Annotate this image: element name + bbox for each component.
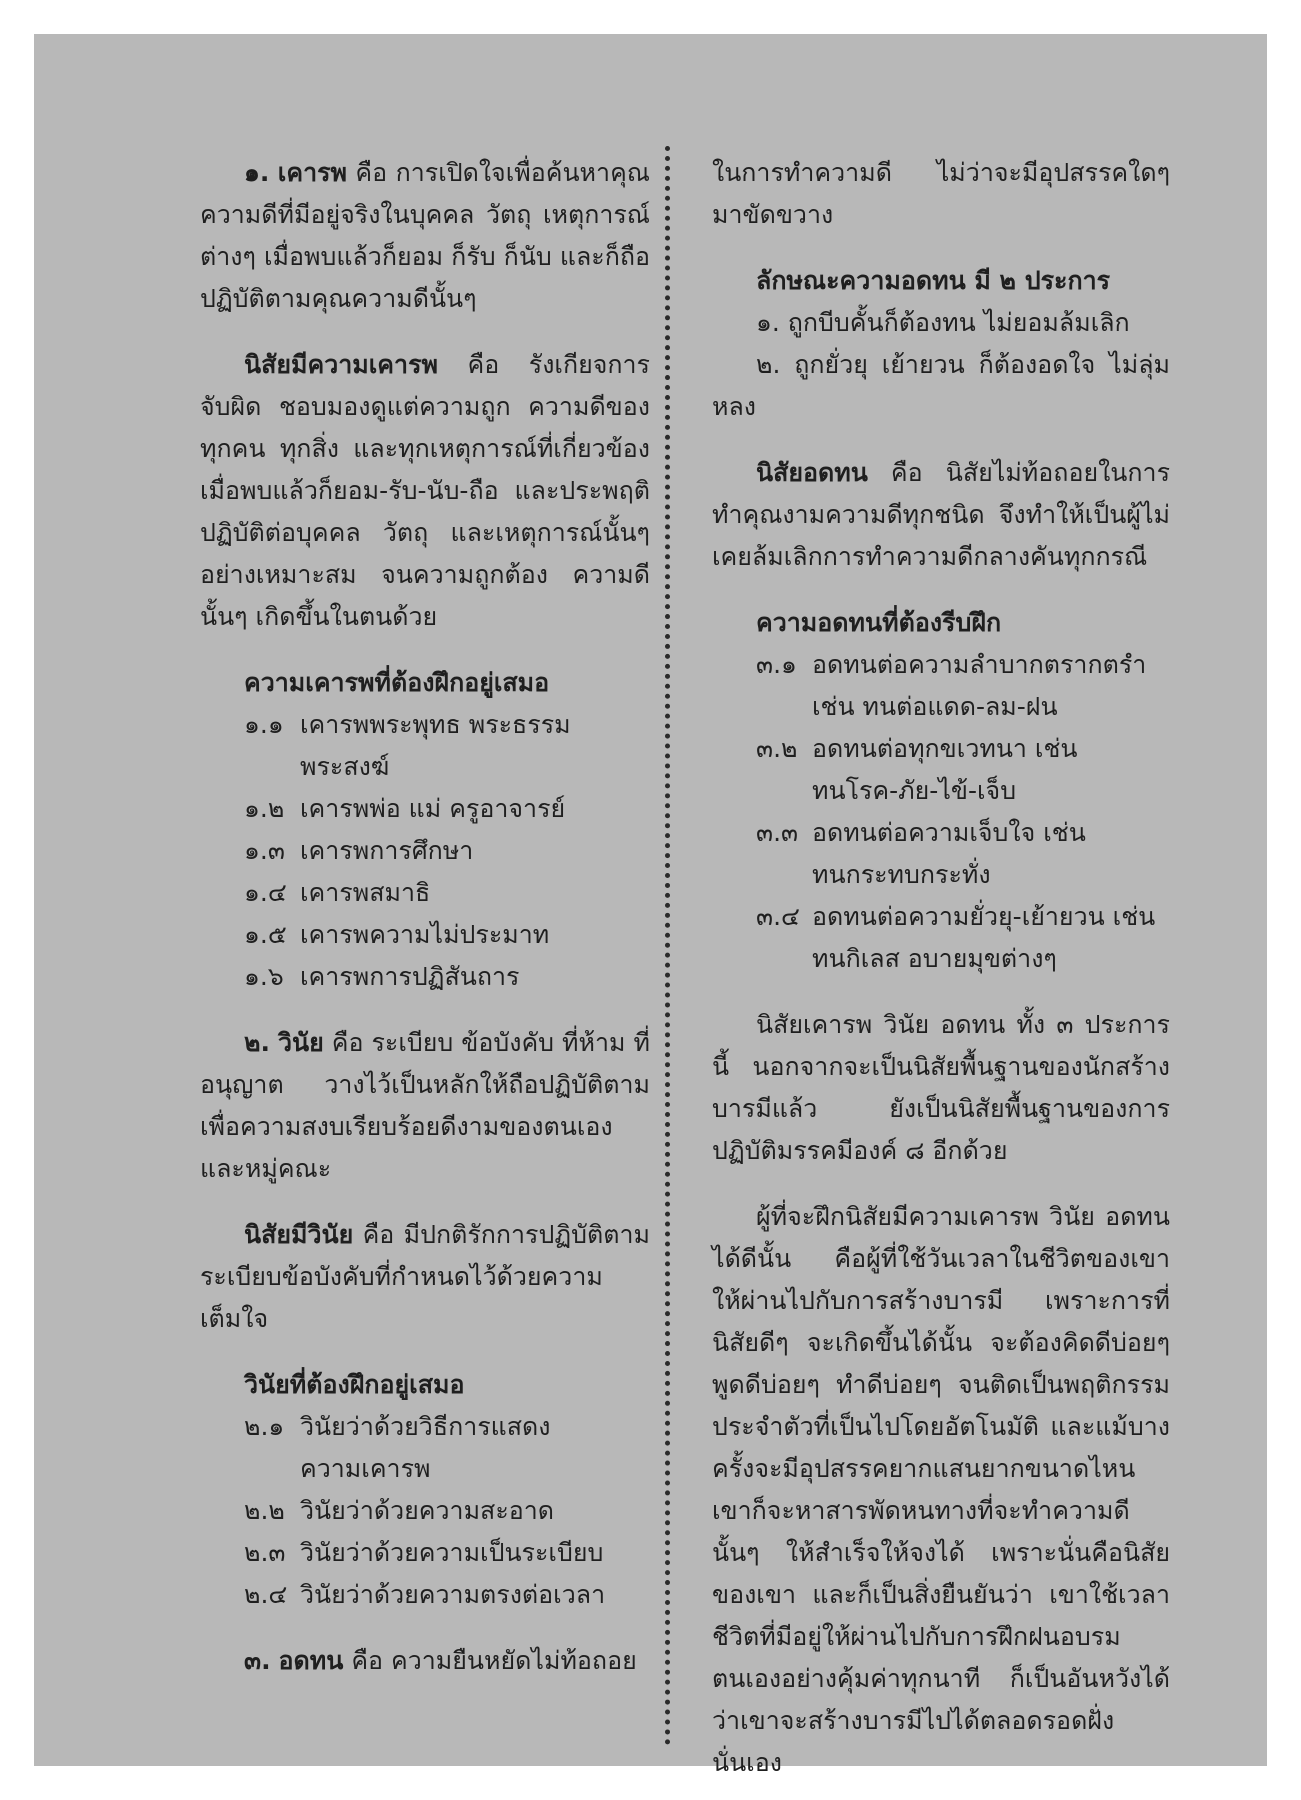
term-respect-habit: นิสัยมีความเคารพ bbox=[244, 350, 438, 379]
list-item-continuation bbox=[200, 746, 650, 788]
item-number: ๑. bbox=[244, 158, 270, 187]
item-number: ๓. bbox=[244, 1646, 271, 1675]
list-item-continuation bbox=[712, 770, 1170, 812]
list-item bbox=[200, 830, 650, 872]
list-item-number: ๑.๓ bbox=[244, 836, 285, 865]
term-discipline-habit: นิสัยมีวินัย bbox=[244, 1220, 354, 1249]
list-item-text: ความเคารพ bbox=[300, 1454, 431, 1483]
paragraph-conclusion: ผู้ที่จะฝึกนิสัยมีความเคารพ วินัย อดทน ได้ดีนั้น คือผู้ที่ใช้วันเวลาในชีวิตของเขา ให้ผ่านไปกับการสร้างบารมี เพราะการที่นิสัยดีๆ จะเกิดขึ้นได้นั้น จะต้องคิดดีบ่อยๆ พูดดีบ่อยๆ ทำดีบ่อยๆ จนติดเป็นพฤติกรรมประจำตัวที่เป็นไปโดยอัตโนมัติ และแม้บางครั้งจะมีอุปสรรคยากแสนยากขนาดไหน เขาก็จะหาสารพัดหนทางที่จะทำความดีนั้นๆ ให้สำเร็จให้จงได้ เพราะนั่นคือนิสัยของเขา และก็เป็นสิ่งยืนยันว่า เขาใช้เวลาชีวิตที่มีอยู่ให้ผ่านไปกับการฝึกฝนอบรมตนเองอย่างคุ้มค่าทุกนาที ก็เป็นอันหวังได้ว่าเขาจะสร้างบารมีไปได้ตลอดรอดฝั่งนั่นเอง bbox=[712, 1202, 1170, 1777]
list-item-number: ๑.๑ bbox=[244, 710, 284, 739]
list-item-continuation bbox=[712, 938, 1170, 980]
list-item-text: วินัยว่าด้วยความสะอาด bbox=[300, 1496, 555, 1525]
list-item bbox=[200, 788, 650, 830]
list-item bbox=[200, 914, 650, 956]
term-respect: เคารพ bbox=[277, 158, 348, 187]
term-patience: อดทน bbox=[278, 1646, 344, 1675]
definition-text: คือ การเปิดใจเพื่อค้นหาคุณความดีที่มีอยู่จริงในบุคคล วัตถุ เหตุการณ์ต่างๆ เมื่อพบแล้วก็ยอม ก็รับ ก็นับ และก็ถือปฏิบัติตามคุณความดีนั้นๆ bbox=[200, 158, 650, 313]
list-item-text: เช่น ทนต่อแดด-ลม-ฝน bbox=[812, 692, 1058, 721]
term-discipline: วินัย bbox=[277, 1028, 324, 1057]
list-item-text: อดทนต่อความเจ็บใจ เช่น bbox=[812, 818, 1086, 847]
list-item bbox=[200, 1406, 650, 1448]
list-item-text: เคารพความไม่ประมาท bbox=[300, 920, 550, 949]
paragraph-respect-habit bbox=[200, 344, 650, 638]
list-item bbox=[200, 872, 650, 914]
right-column bbox=[712, 152, 1170, 1784]
term-patience-habit: นิสัยอดทน bbox=[756, 458, 868, 487]
list-item-number: ๑.๒ bbox=[244, 794, 285, 823]
paragraph-discipline bbox=[200, 1022, 650, 1190]
item-number: ๒. bbox=[244, 1028, 270, 1057]
list-item-text: วินัยว่าด้วยวิธีการแสดง bbox=[300, 1412, 551, 1441]
list-item-text: เคารพพระพุทธ พระธรรม bbox=[300, 710, 571, 739]
list-item-text: วินัยว่าด้วยความเป็นระเบียบ bbox=[300, 1538, 604, 1567]
paragraph-patience-habit bbox=[712, 452, 1170, 578]
list-item-number: ๒.๔ bbox=[244, 1580, 288, 1609]
list-item bbox=[200, 1574, 650, 1616]
discipline-list bbox=[200, 1406, 650, 1616]
list-item-continuation bbox=[200, 1448, 650, 1490]
list-item-text: เคารพการปฏิสันถาร bbox=[300, 962, 520, 991]
list-item bbox=[200, 704, 650, 746]
list-item-number: ๑.๖ bbox=[244, 962, 284, 991]
list-item bbox=[712, 896, 1170, 938]
trait-item: ๑. ถูกบีบคั้นก็ต้องทน ไม่ยอมล้มเลิก bbox=[756, 308, 1130, 337]
definition-text: คือ ความยืนหยัดไม่ท้อถอย bbox=[343, 1646, 637, 1675]
paragraph-patience bbox=[200, 1640, 650, 1682]
paragraph-respect bbox=[200, 152, 650, 320]
heading-patience-traits: ลักษณะความอดทน มี ๒ ประการ bbox=[756, 266, 1111, 295]
list-item-continuation bbox=[712, 686, 1170, 728]
list-item bbox=[200, 956, 650, 998]
page-panel bbox=[34, 34, 1267, 1777]
left-column bbox=[200, 152, 650, 1682]
list-item-number: ๒.๓ bbox=[244, 1538, 286, 1567]
list-item-number: ๑.๔ bbox=[244, 878, 287, 907]
list-item-number: ๒.๑ bbox=[244, 1412, 285, 1441]
list-item bbox=[200, 1490, 650, 1532]
definition-text: คือ มีปกติรักการปฏิบัติตามระเบียบข้อบังคับที่กำหนดไว้ด้วยความเต็มใจ bbox=[200, 1220, 650, 1333]
heading-discipline-practice: วินัยที่ต้องฝึกอยู่เสมอ bbox=[244, 1370, 465, 1399]
list-item-text: เคารพการศึกษา bbox=[300, 836, 474, 865]
paragraph-discipline-habit bbox=[200, 1214, 650, 1340]
patience-list bbox=[712, 644, 1170, 980]
list-item-text: เคารพสมาธิ bbox=[300, 878, 431, 907]
list-item-text: เคารพพ่อ แม่ ครูอาจารย์ bbox=[300, 794, 566, 823]
list-item-text: พระสงฆ์ bbox=[300, 752, 390, 781]
definition-text: คือ ระเบียบ ข้อบังคับ ที่ห้าม ที่อนุญาต วางไว้เป็นหลักให้ถือปฏิบัติตาม เพื่อความสงบเรียบร้อยดีงามของตนเองและหมู่คณะ bbox=[200, 1028, 650, 1183]
definition-text: คือ รังเกียจการจับผิด ชอบมองดูแต่ความถูก ความดีของทุกคน ทุกสิ่ง และทุกเหตุการณ์ที่เกี่ยวข้อง เมื่อพบแล้วก็ยอม-รับ-นับ-ถือ และประพฤติปฏิบัติต่อบุคคล วัตถุ และเหตุการณ์นั้นๆ อย่างเหมาะสม จนความถูกต้อง ความดีนั้นๆ เกิดขึ้นในตนด้วย bbox=[200, 350, 650, 631]
list-item-number: ๒.๒ bbox=[244, 1496, 285, 1525]
list-item-number: ๓.๑ bbox=[756, 650, 797, 679]
list-item-text: ทนกิเลส อบายมุขต่างๆ bbox=[812, 944, 1057, 973]
list-item-continuation bbox=[712, 854, 1170, 896]
respect-list bbox=[200, 704, 650, 998]
list-item-text: อดทนต่อทุกขเวทนา เช่น bbox=[812, 734, 1078, 763]
definition-text: คือ นิสัยไม่ท้อถอยในการทำคุณงามความดีทุกชนิด จึงทำให้เป็นผู้ไม่เคยล้มเลิกการทำความดีกลางคันทุกกรณี bbox=[712, 458, 1170, 571]
list-item-text: วินัยว่าด้วยความตรงต่อเวลา bbox=[300, 1580, 606, 1609]
list-item-text: ทนกระทบกระทั่ง bbox=[812, 860, 991, 889]
column-divider bbox=[665, 146, 670, 1746]
paragraph-summary: นิสัยเคารพ วินัย อดทน ทั้ง ๓ ประการนี้ นอกจากจะเป็นนิสัยพื้นฐานของนักสร้างบารมีแล้ว ยังเป็นนิสัยพื้นฐานของการปฏิบัติมรรคมีองค์ ๘ อีกด้วย bbox=[712, 1010, 1170, 1165]
list-item bbox=[712, 728, 1170, 770]
list-item bbox=[712, 812, 1170, 854]
list-item-number: ๓.๓ bbox=[756, 818, 799, 847]
paragraph-continuation: ในการทำความดี ไม่ว่าจะมีอุปสรรคใดๆ มาขัดขวาง bbox=[712, 158, 1170, 229]
list-item-number: ๑.๕ bbox=[244, 920, 287, 949]
list-item-number: ๓.๒ bbox=[756, 734, 798, 763]
list-item-number: ๓.๔ bbox=[756, 902, 800, 931]
heading-respect-practice: ความเคารพที่ต้องฝึกอยู่เสมอ bbox=[244, 668, 550, 697]
heading-patience-practice: ความอดทนที่ต้องรีบฝึก bbox=[756, 608, 1002, 637]
list-item bbox=[200, 1532, 650, 1574]
list-item-text: อดทนต่อความลำบากตรากตรำ bbox=[812, 650, 1147, 679]
list-item-text: ทนโรค-ภัย-ไข้-เจ็บ bbox=[812, 776, 1017, 805]
list-item bbox=[712, 644, 1170, 686]
trait-item: ๒. ถูกยั่วยุ เย้ายวน ก็ต้องอดใจ ไม่ลุ่มหลง bbox=[712, 350, 1170, 421]
list-item-text: อดทนต่อความยั่วยุ-เย้ายวน เช่น bbox=[812, 902, 1156, 931]
